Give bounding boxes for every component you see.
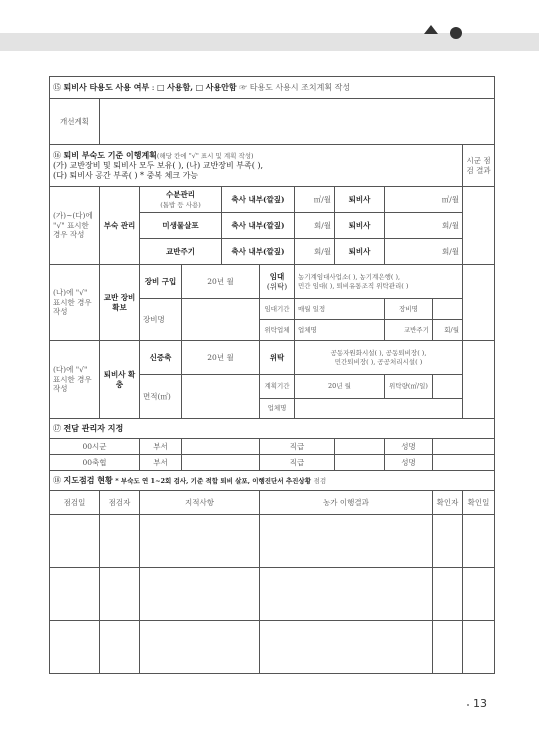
manager-name-label: 성명: [385, 455, 433, 471]
section-18-note: * 부숙도 연 1~2회 검사, 기준 적합 퇴비 살포, 이행진단서 추진상황: [115, 477, 311, 485]
manager-rank-field[interactable]: [335, 455, 385, 471]
company-name-label[interactable]: 업체명: [295, 320, 385, 341]
section-15-header: [50, 77, 495, 99]
inspection-cell[interactable]: [260, 515, 433, 568]
checkbox-use[interactable]: □: [156, 83, 165, 92]
manager-row-2: [50, 455, 495, 471]
section-18-title: 지도점검 현황: [63, 475, 113, 485]
row-label: 수분관리: [166, 190, 195, 200]
inspection-cell[interactable]: [50, 621, 100, 674]
lease-options-2: 민간 임대( ), 퇴비유통조직 위탁관리( ): [298, 281, 409, 290]
inspection-cell[interactable]: [50, 568, 100, 621]
moisture-management-label: [140, 187, 222, 213]
page-number: 13: [473, 697, 487, 710]
condition-c: (다)에 "√" 표시한 경우 작성: [50, 341, 100, 419]
compost-barn-unit[interactable]: ㎥/월: [385, 187, 463, 213]
checkbox-not-use[interactable]: □: [195, 83, 204, 92]
inspection-cell[interactable]: [260, 621, 433, 674]
plan-period-value[interactable]: 20년 월: [295, 375, 385, 399]
improvement-plan-row: [50, 99, 495, 145]
entrust-amount-label: 위탁량(㎥/일): [385, 375, 433, 399]
city-check-b[interactable]: [463, 265, 495, 341]
barn-inside-label: 축사 내부(깔짚): [222, 239, 295, 265]
manager-name-label: 성명: [385, 439, 433, 455]
section-18-row: [50, 471, 495, 491]
area-field[interactable]: [182, 375, 260, 419]
option-use: 사용함,: [167, 82, 194, 92]
lease-period-value[interactable]: 매월 일정: [295, 299, 385, 320]
condition-a: (가)~(다)에 "√" 표시한 경우 작성: [50, 187, 100, 265]
entrust-label: 위탁: [260, 341, 295, 375]
column-header: 지적사항: [140, 491, 260, 515]
section-16c-row-1: [50, 341, 495, 375]
group-stir-equipment: 교반 장비 확보: [100, 265, 140, 341]
inspection-cell[interactable]: [100, 568, 140, 621]
column-header: 점검자: [100, 491, 140, 515]
purchase-date[interactable]: 20년 월: [182, 265, 260, 299]
barn-inside-unit[interactable]: ㎥/월: [295, 187, 335, 213]
microbe-spray-label: 미생물살포: [140, 213, 222, 239]
stir-cycle-label: 교반주기: [385, 320, 433, 341]
inspection-cell[interactable]: [260, 568, 433, 621]
inspection-row: [50, 568, 495, 621]
section-16-line1: (가) 교반장비 및 퇴비사 모두 보유( ), (나) 교반장비 부족( ),: [53, 161, 264, 170]
inspection-cell[interactable]: [140, 515, 260, 568]
group-compost-barn-expansion: 퇴비사 확충: [100, 341, 140, 419]
compost-barn-unit[interactable]: 회/월: [385, 239, 463, 265]
barn-inside-unit[interactable]: 회/월: [295, 239, 335, 265]
inspection-cell[interactable]: [463, 568, 495, 621]
new-construction-label: 신증축: [140, 341, 182, 375]
section-15-title: 퇴비사 타용도 사용 여부: [63, 82, 150, 92]
group-compost-management: 부숙 관리: [100, 187, 140, 265]
company-name-label: 업체명: [260, 399, 295, 419]
manager-name-field[interactable]: [433, 439, 495, 455]
lease-period-label: 임대기간: [260, 299, 295, 320]
inspection-cell[interactable]: [140, 568, 260, 621]
manager-row-1: [50, 439, 495, 455]
inspection-form: [49, 76, 495, 674]
entrust-amount-field[interactable]: [433, 375, 463, 399]
section-17-title: 전담 관리자 지정: [63, 423, 124, 433]
city-check-c[interactable]: [463, 341, 495, 419]
column-header: 점검일: [50, 491, 100, 515]
entrust-company-label: 위탁업체: [260, 320, 295, 341]
compost-barn-unit[interactable]: 회/월: [385, 213, 463, 239]
stir-cycle-label: 교반주기: [140, 239, 222, 265]
lease-options[interactable]: [295, 265, 463, 299]
section-16-title-note: (해당 칸에 "√" 표시 및 계획 작성): [156, 152, 254, 160]
column-header: 확인일: [463, 491, 495, 515]
section-number: ⑰: [53, 424, 61, 433]
section-17-row: [50, 419, 495, 439]
barn-inside-label: 축사 내부(깔짚): [222, 187, 295, 213]
company-name-field[interactable]: [295, 399, 463, 419]
manager-org: 00시군: [50, 439, 140, 455]
stir-cycle-unit[interactable]: 회/월: [433, 320, 463, 341]
manager-rank-label: 직급: [260, 455, 335, 471]
section-16-row: [50, 145, 495, 187]
lease-title: 임대: [269, 272, 285, 282]
area-label: 면적(㎡): [140, 375, 182, 419]
section-15-row: [50, 77, 495, 99]
row-sublabel: (톱밥 등 사용): [160, 200, 201, 209]
inspection-cell[interactable]: [463, 621, 495, 674]
compost-barn-label: 퇴비사: [335, 213, 385, 239]
inspection-cell[interactable]: [433, 568, 463, 621]
lease-options-1: 농기계임대사업소( ), 농기계은행( ),: [298, 273, 401, 282]
improvement-plan-field[interactable]: [100, 99, 495, 145]
section-number: ⑮: [53, 83, 61, 92]
equipment-name2-label: 장비명: [385, 299, 433, 320]
manager-dept-label: 부서: [140, 455, 182, 471]
compost-barn-label: 퇴비사: [335, 239, 385, 265]
manager-name-field[interactable]: [433, 455, 495, 471]
barn-inside-label: 축사 내부(깔짚): [222, 213, 295, 239]
column-header: 농가 이행결과: [260, 491, 433, 515]
manager-dept-field[interactable]: [182, 439, 260, 455]
condition-b: (나)에 "√" 표시한 경우 작성: [50, 265, 100, 341]
section-16-title: 퇴비 부숙도 기준 이행계획: [63, 150, 157, 160]
section-18-header: [50, 471, 495, 491]
section-16a-row-1: [50, 187, 495, 213]
option-not-use: 사용안함: [205, 82, 237, 92]
equipment-name2-field[interactable]: [433, 299, 463, 320]
barn-inside-unit[interactable]: 회/월: [295, 213, 335, 239]
manager-rank-label: 직급: [260, 439, 335, 455]
city-check-result-label: 시군 점검 결과: [463, 145, 495, 187]
inspection-cell[interactable]: [100, 515, 140, 568]
manager-dept-label: 부서: [140, 439, 182, 455]
inspection-cell[interactable]: [100, 621, 140, 674]
section-number: ⑱: [53, 476, 61, 485]
lease-label: [260, 265, 295, 299]
manager-rank-field[interactable]: [335, 439, 385, 455]
section-15-note: ☞ 타용도 사용시 조치계획 작성: [239, 83, 351, 92]
improvement-plan-label: 개선계획: [50, 99, 100, 145]
section-16-line2: (다) 퇴비사 공간 부족( ) * 중복 체크 가능: [53, 171, 199, 180]
inspection-cell[interactable]: [463, 515, 495, 568]
lease-sub: (위탁): [266, 281, 288, 291]
section-16-header: [50, 145, 463, 187]
header-bar-cap: [479, 33, 539, 51]
colon: :: [149, 83, 157, 92]
equipment-name-label: 장비명: [140, 299, 182, 341]
manager-dept-field[interactable]: [182, 455, 260, 471]
compost-barn-label: 퇴비사: [335, 187, 385, 213]
equipment-name-field[interactable]: [182, 299, 260, 341]
inspection-cell[interactable]: [433, 621, 463, 674]
inspection-cell[interactable]: [433, 515, 463, 568]
inspection-header-row: [50, 491, 495, 515]
section-16b-row-1: [50, 265, 495, 299]
manager-org: 00축협: [50, 455, 140, 471]
section-number: ⑯: [53, 151, 61, 160]
entrust-options-1: 공동자원화시설( ), 공동퇴비장( ),: [330, 349, 427, 358]
page-number-marker: [467, 704, 469, 706]
section-18-note-tail: 점검: [313, 477, 327, 485]
inspection-row: [50, 621, 495, 674]
plan-period-label: 계획기간: [260, 375, 295, 399]
inspection-cell[interactable]: [50, 515, 100, 568]
inspection-cell[interactable]: [140, 621, 260, 674]
section-17-header: [50, 419, 495, 439]
entrust-options-2: 민간퇴비장( ), 공공처리시설( ): [334, 357, 423, 366]
hat-icon: [424, 25, 438, 34]
construction-date[interactable]: 20년 월: [182, 341, 260, 375]
inspection-row: [50, 515, 495, 568]
dot-icon: [450, 27, 462, 39]
entrust-options[interactable]: [295, 341, 463, 375]
equipment-purchase-label: 장비 구입: [140, 265, 182, 299]
city-check-a[interactable]: [463, 187, 495, 265]
column-header: 확인자: [433, 491, 463, 515]
